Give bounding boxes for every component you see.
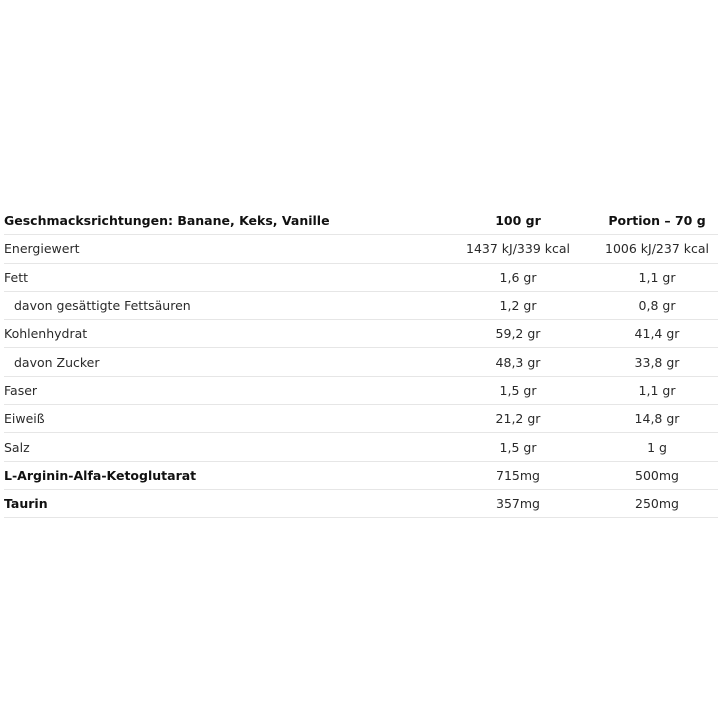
table-row (4, 320, 718, 348)
table-row (4, 235, 718, 263)
row-value-portion: 250mg (596, 489, 718, 517)
row-value-per-100g: 357mg (440, 489, 596, 517)
row-label: L-Arginin-Alfa-Ketoglutarat (4, 461, 440, 489)
row-value-portion: 1,1 gr (596, 376, 718, 404)
row-label: Eiweiß (4, 405, 440, 433)
row-label: Energiewert (4, 235, 440, 263)
table-row (4, 461, 718, 489)
row-value-per-100g: 1,6 gr (440, 263, 596, 291)
row-value-portion: 1 g (596, 433, 718, 461)
row-value-per-100g: 48,3 gr (440, 348, 596, 376)
table-row (4, 405, 718, 433)
row-value-per-100g: 715mg (440, 461, 596, 489)
row-label: Faser (4, 376, 440, 404)
row-value-portion: 500mg (596, 461, 718, 489)
row-value-per-100g: 59,2 gr (440, 320, 596, 348)
column-header-flavors: Geschmacksrichtungen: Banane, Keks, Vanille (4, 207, 440, 235)
nutrition-table (4, 207, 718, 518)
row-value-portion: 1,1 gr (596, 263, 718, 291)
table-row (4, 376, 718, 404)
table-header-row (4, 207, 718, 235)
row-label: Salz (4, 433, 440, 461)
row-value-portion: 14,8 gr (596, 405, 718, 433)
row-value-per-100g: 1437 kJ/339 kcal (440, 235, 596, 263)
row-label: Taurin (4, 489, 440, 517)
row-value-portion: 41,4 gr (596, 320, 718, 348)
table-row (4, 263, 718, 291)
row-value-per-100g: 1,5 gr (440, 433, 596, 461)
row-label: davon Zucker (4, 348, 440, 376)
column-header-per-100g: 100 gr (440, 207, 596, 235)
table-row (4, 291, 718, 319)
row-value-portion: 1006 kJ/237 kcal (596, 235, 718, 263)
row-label: Kohlenhydrat (4, 320, 440, 348)
row-value-per-100g: 21,2 gr (440, 405, 596, 433)
row-value-portion: 0,8 gr (596, 291, 718, 319)
row-value-per-100g: 1,5 gr (440, 376, 596, 404)
row-label: davon gesättigte Fettsäuren (4, 291, 440, 319)
row-value-per-100g: 1,2 gr (440, 291, 596, 319)
row-label: Fett (4, 263, 440, 291)
table-row (4, 489, 718, 517)
table-row (4, 348, 718, 376)
table-row (4, 433, 718, 461)
row-value-portion: 33,8 gr (596, 348, 718, 376)
column-header-portion: Portion – 70 g (596, 207, 718, 235)
